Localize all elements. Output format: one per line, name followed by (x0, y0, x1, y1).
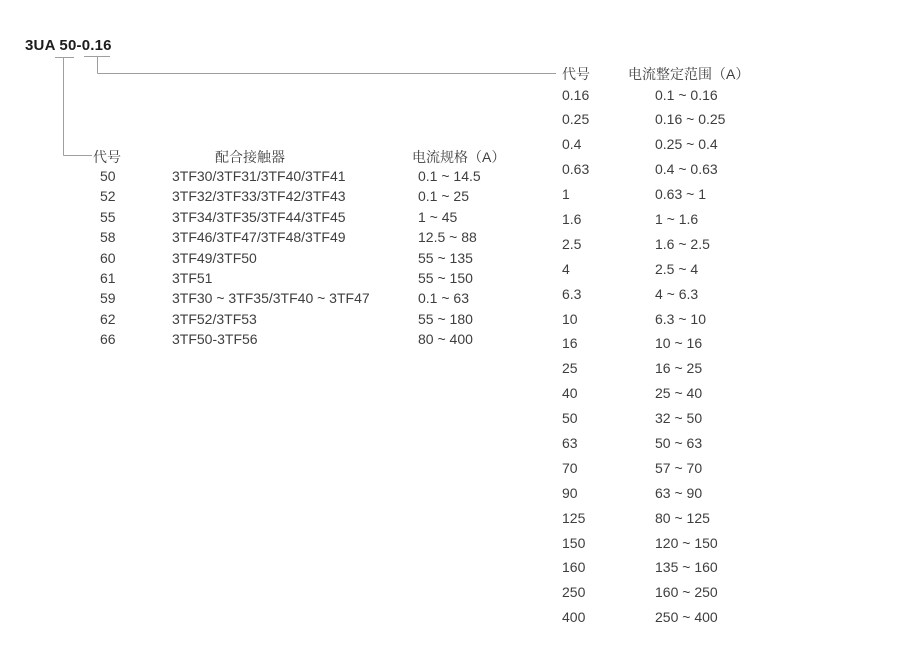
code-cell: 50 (100, 168, 116, 184)
current-spec-cell: 0.1 ~ 14.5 (418, 168, 481, 184)
table-row (562, 132, 808, 157)
header-code: 代号 (93, 149, 121, 165)
code-cell: 50 (562, 410, 578, 427)
table-row (93, 207, 552, 227)
header-current-spec: 电流规格（A） (412, 149, 506, 165)
header-contactor: 配合接触器 (215, 149, 285, 165)
current-range-cell: 63 ~ 90 (655, 484, 703, 501)
code-cell: 16 (562, 335, 578, 352)
table-row (93, 329, 552, 349)
code-cell: 125 (562, 509, 586, 526)
table-row (562, 431, 808, 456)
contactor-cell: 3TF32/3TF33/3TF42/3TF43 (172, 188, 346, 205)
code-cell: 52 (100, 188, 116, 205)
table-row (562, 83, 808, 108)
current-range-cell: 6.3 ~ 10 (655, 310, 706, 327)
code-cell: 70 (562, 459, 578, 476)
current-range-cell: 32 ~ 50 (655, 410, 703, 427)
current-setting-table-header (562, 66, 808, 83)
code-cell: 63 (562, 434, 578, 451)
page-title: 3UA 50-0.16 (25, 37, 112, 54)
table-row (562, 481, 808, 506)
current-spec-cell: 55 ~ 135 (418, 249, 473, 266)
current-range-cell: 50 ~ 63 (655, 434, 703, 451)
code-cell: 90 (562, 484, 578, 501)
frame-size-table-body (93, 166, 552, 350)
code-cell: 250 (562, 584, 586, 601)
table-row (562, 157, 808, 182)
table-row (562, 605, 808, 630)
current-spec-cell: 1 ~ 45 (418, 208, 458, 225)
current-range-cell: 0.1 ~ 0.16 (655, 86, 718, 103)
table-row (562, 257, 808, 282)
table-row (93, 166, 552, 186)
table-row (93, 248, 552, 268)
table-row (93, 268, 552, 288)
table-row (562, 207, 808, 232)
code-cell: 150 (562, 534, 586, 551)
current-range-cell: 57 ~ 70 (655, 459, 703, 476)
code-cell: 400 (562, 609, 586, 626)
table-row (93, 186, 552, 206)
table-row (562, 580, 808, 605)
current-range-cell: 0.4 ~ 0.63 (655, 161, 718, 178)
current-range-cell: 16 ~ 25 (655, 360, 703, 377)
current-spec-cell: 55 ~ 180 (418, 310, 473, 327)
connector-current-code-line (84, 57, 556, 74)
code-cell: 2.5 (562, 235, 582, 252)
current-range-cell: 120 ~ 150 (655, 534, 718, 551)
code-cell: 66 (100, 331, 116, 348)
current-spec-cell: 0.1 ~ 63 (418, 290, 469, 307)
contactor-cell: 3TF34/3TF35/3TF44/3TF45 (172, 208, 346, 225)
contactor-cell: 3TF46/3TF47/3TF48/3TF49 (172, 229, 346, 246)
current-range-cell: 1.6 ~ 2.5 (655, 235, 710, 252)
current-range-cell: 135 ~ 160 (655, 559, 718, 576)
code-cell: 10 (562, 310, 578, 327)
code-cell: 55 (100, 208, 116, 225)
current-range-cell: 1 ~ 1.6 (655, 210, 699, 227)
current-range-cell: 10 ~ 16 (655, 335, 703, 352)
code-cell: 25 (562, 360, 578, 377)
table-row (562, 107, 808, 132)
current-range-cell: 25 ~ 40 (655, 385, 703, 402)
contactor-cell: 3TF51 (172, 269, 213, 286)
code-cell: 160 (562, 559, 586, 576)
table-row (562, 282, 808, 307)
header-current-range: 电流整定范围（A） (628, 66, 750, 82)
current-spec-cell: 55 ~ 150 (418, 269, 473, 286)
table-row (562, 456, 808, 481)
table-row (562, 406, 808, 431)
table-row (562, 182, 808, 207)
code-cell: 61 (100, 269, 116, 286)
code-cell: 6.3 (562, 285, 582, 302)
code-cell: 0.4 (562, 136, 582, 153)
table-row (93, 309, 552, 329)
table-row (562, 506, 808, 531)
code-cell: 0.16 (562, 86, 590, 103)
contactor-cell: 3TF50-3TF56 (172, 331, 258, 348)
table-row (93, 227, 552, 247)
code-cell: 1.6 (562, 210, 582, 227)
current-range-cell: 80 ~ 125 (655, 509, 710, 526)
frame-size-table (93, 148, 552, 350)
current-setting-table (562, 66, 808, 630)
code-cell: 40 (562, 385, 578, 402)
table-row (562, 531, 808, 556)
current-spec-cell: 80 ~ 400 (418, 331, 473, 348)
current-range-cell: 2.5 ~ 4 (655, 260, 699, 277)
current-range-cell: 4 ~ 6.3 (655, 285, 699, 302)
table-row (562, 232, 808, 257)
contactor-cell: 3TF49/3TF50 (172, 249, 257, 266)
current-spec-cell: 12.5 ~ 88 (418, 229, 477, 246)
code-cell: 0.63 (562, 161, 590, 178)
table-row (562, 307, 808, 332)
current-range-cell: 0.63 ~ 1 (655, 186, 706, 203)
table-row (562, 555, 808, 580)
table-row (562, 331, 808, 356)
contactor-cell: 3TF30 ~ 3TF35/3TF40 ~ 3TF47 (172, 290, 370, 307)
table-row (562, 381, 808, 406)
code-cell: 60 (100, 249, 116, 266)
code-cell: 58 (100, 229, 116, 246)
code-cell: 1 (562, 186, 570, 203)
connector-frame-code-line (55, 58, 92, 156)
current-spec-cell: 0.1 ~ 25 (418, 188, 469, 205)
code-cell: 0.25 (562, 111, 590, 128)
current-range-cell: 0.25 ~ 0.4 (655, 136, 718, 153)
current-range-cell: 250 ~ 400 (655, 609, 718, 626)
current-range-cell: 0.16 ~ 0.25 (655, 111, 726, 128)
header-code: 代号 (562, 66, 590, 82)
code-cell: 59 (100, 290, 116, 307)
contactor-cell: 3TF30/3TF31/3TF40/3TF41 (172, 168, 346, 184)
current-setting-table-body (562, 83, 808, 631)
table-row (562, 356, 808, 381)
frame-size-table-header (93, 148, 552, 166)
current-range-cell: 160 ~ 250 (655, 584, 718, 601)
code-cell: 62 (100, 310, 116, 327)
contactor-cell: 3TF52/3TF53 (172, 310, 257, 327)
code-cell: 4 (562, 260, 570, 277)
table-row (93, 288, 552, 308)
